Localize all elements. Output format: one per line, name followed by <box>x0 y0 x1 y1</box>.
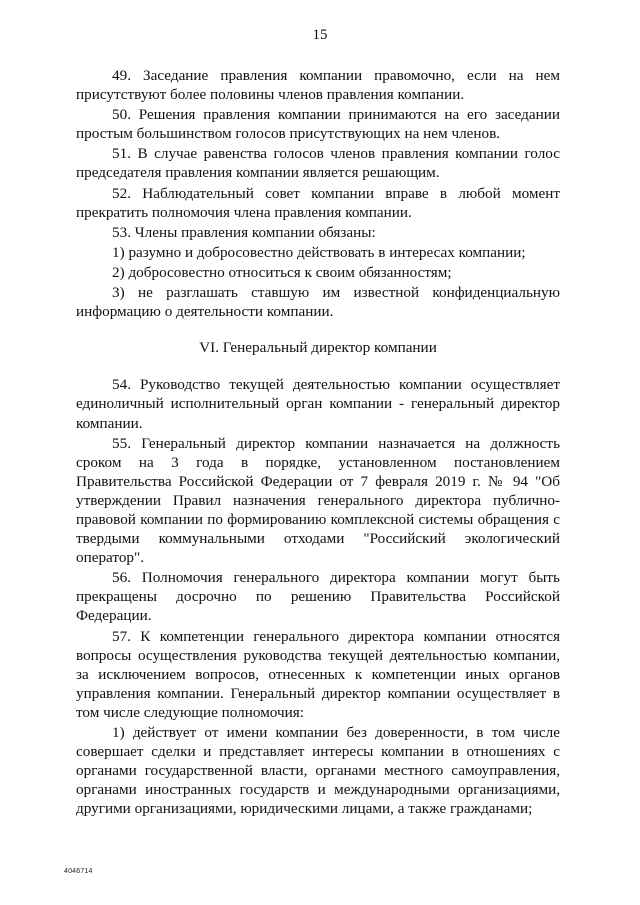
clause-53: 53. Члены правления компании обязаны: <box>112 223 376 241</box>
clause-54: 54. Руководство текущей деятельностью компании осуществляет единоличный исполнительный орган компании - генеральный директор компании. <box>76 376 560 432</box>
clause-57-item-1: 1) действует от имени компании без доверенности, в том числе совершает сделки и представляет интересы компании в отношениях с органами государственной власти, органами местного самоуправления, органами иностранных государств и международными организациями, другими организациями, юридическими лицами, а также гражданами; <box>76 724 560 818</box>
clause-49: 49. Заседание правления компании правомочно, если на нем присутствуют более половины членов правления компании. <box>76 67 560 104</box>
document-code: 4046714 <box>64 868 93 875</box>
clause-53-item-2: 2) добросовестно относиться к своим обязанностям; <box>112 263 452 281</box>
clause-52: 52. Наблюдательный совет компании вправе в любой момент прекратить полномочия члена правления компании. <box>76 184 560 221</box>
clause-50: 50. Решения правления компании принимаются на его заседании простым большинством голосов присутствующих на нем членов. <box>76 106 560 143</box>
clause-56: 56. Полномочия генерального директора компании могут быть прекращены досрочно по решению Правительства Российской Федерации. <box>76 569 560 625</box>
document-body <box>76 66 560 818</box>
page-number: 15 <box>312 27 328 43</box>
clause-55: 55. Генеральный директор компании назначается на должность сроком на 3 года в порядке, установленном постановлением Правительства Российской Федерации от 7 февраля 2019 г. № 94 "Об утверждении Правил назначения генерального директора публично-правовой компании по формированию комплексной системы обращения с твердыми коммунальными отходами "Российский экологический оператор". <box>76 434 560 567</box>
clause-57: 57. К компетенции генерального директора компании относятся вопросы осуществления руководства текущей деятельностью компании, за исключением вопросов, отнесенных к компетенции иных органов управления компании. Генеральный директор компании осуществляет в том числе следующие полномочия: <box>76 627 560 721</box>
clause-51: 51. В случае равенства голосов членов правления компании голос председателя правления компании является решающим. <box>76 145 560 182</box>
clause-53-item-1: 1) разумно и добросовестно действовать в интересах компании; <box>112 243 526 261</box>
section-heading: VI. Генеральный директор компании <box>199 339 437 357</box>
clause-53-item-3: 3) не разглашать ставшую им известной конфиденциальную информацию о деятельности компании. <box>76 284 560 321</box>
